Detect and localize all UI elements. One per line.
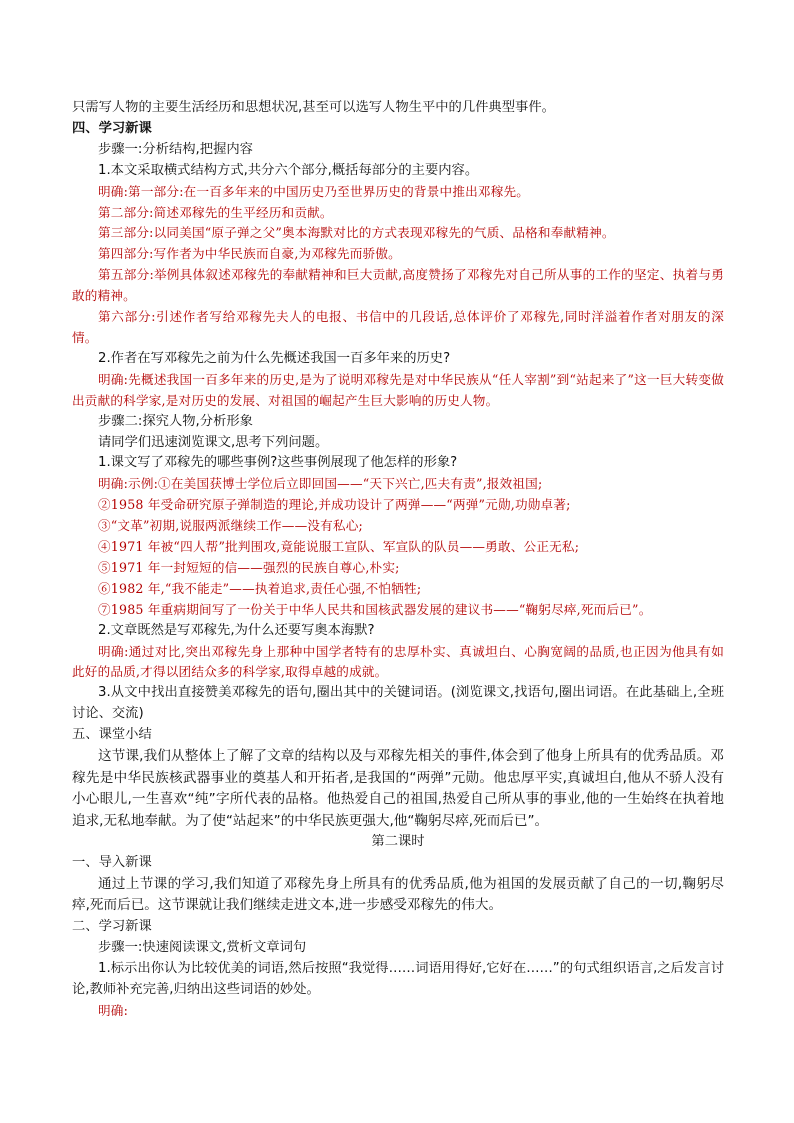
question: 1.本文采取横式结构方式,共分六个部分,概括每部分的主要内容。 <box>98 162 479 178</box>
question: 1.标示出你认为比较优美的词语,然后按照“我觉得……词语用得好,它好在……”的句式组织语言,之后发言讨论,教师补充完善,归纳出这些词语的妙处。 <box>72 960 724 997</box>
answer-line: 明确:先概述我国一百多年来的历史,是为了说明邓稼先是对中华民族从“任人宰割”到“站起来了”这一巨大转变做出贡献的科学家,是对历史的发展、对祖国的崛起产生巨大影响的历史人物。 <box>72 371 724 408</box>
answer-line: 第三部分:以同美国“原子弹之父”奥本海默对比的方式表现邓稼先的气质、品格和奉献精神。 <box>98 225 615 241</box>
section-heading: 一、导入新课 <box>72 855 152 870</box>
answer-line: ③“文革”初期,说服两派继续工作——没有私心; <box>98 518 364 534</box>
lesson-title: 第二课时 <box>371 834 425 850</box>
text-line: 请同学们迅速浏览课文,思考下列问题。 <box>98 434 329 450</box>
answer-line: ⑥1982 年,“我不能走”——执着追求,责任心强,不怕牺牲; <box>98 580 422 596</box>
step-heading: 步骤二:探究人物,分析形象 <box>98 413 253 429</box>
answer-line: 明确: <box>98 1002 129 1018</box>
summary-paragraph: 这节课,我们从整体上了解了文章的结构以及与邓稼先相关的事件,体会到了他身上所具有的优秀品质。邓稼先是中华民族核武器事业的奠基人和开拓者,是我国的“两弹”元勋。他忠厚平实,真诚坦白,他从不骄人没有小心眼儿,一生喜欢“纯”字所代表的品格。他热爱自己的祖国,热爱自己所从事的事业,他的一生始终在执着地追求,无私地奉献。为了使“站起来”的中华民族更强大,他“鞠躬尽瘁,死而后已”。 <box>72 748 724 829</box>
answer-line: 第四部分:写作者为中华民族而自豪,为邓稼先而骄傲。 <box>98 246 401 262</box>
document-page <box>72 98 724 1021</box>
answer-line: 第二部分:简述邓稼先的生平经历和贡献。 <box>98 204 333 220</box>
question: 2.作者在写邓稼先之前为什么先概述我国一百多年来的历史? <box>98 350 451 366</box>
answer-line: 明确:通过对比,突出邓稼先身上那种中国学者特有的忠厚朴实、真诚坦白、心胸宽阔的品质,也正因为他具有如此好的品质,才得以团结众多的科学家,取得卓越的成就。 <box>72 643 724 680</box>
answer-line: 明确:示例:①在美国获博士学位后立即回国——“天下兴亡,匹夫有责”,报效祖国; <box>98 476 543 492</box>
question: 3.从文中找出直接赞美邓稼先的语句,圈出其中的关键词语。(浏览课文,找语句,圈出词语。在此基础上,全班讨论、交流) <box>72 685 724 722</box>
question: 1.课文写了邓稼先的哪些事例?这些事例展现了他怎样的形象? <box>98 455 458 471</box>
answer-line: ②1958 年受命研究原子弹制造的理论,并成功设计了两弹——“两弹”元勋,功勋卓著; <box>98 497 571 513</box>
step-heading: 步骤一:分析结构,把握内容 <box>98 141 253 157</box>
step-heading: 步骤一:快速阅读课文,赏析文章词句 <box>98 939 307 955</box>
section-heading: 五、课堂小结 <box>72 727 152 743</box>
section-heading: 二、学习新课 <box>72 918 152 934</box>
answer-line: ⑦1985 年重病期间写了一份关于中华人民共和国核武器发展的建议书——“鞠躬尽瘁,死而后已”。 <box>98 601 652 617</box>
section-heading: 四、学习新课 <box>72 120 152 136</box>
question: 2.文章既然是写邓稼先,为什么还要写奥本海默? <box>98 622 375 638</box>
text-line: 只需写人物的主要生活经历和思想状况,甚至可以选写人物生平中的几件典型事件。 <box>72 100 555 115</box>
intro-paragraph: 通过上节课的学习,我们知道了邓稼先身上所具有的优秀品质,他为祖国的发展贡献了自己的一切,鞠躬尽瘁,死而后已。这节课就让我们继续走进文本,进一步感受邓稼先的伟大。 <box>72 875 724 914</box>
answer-line: ④1971 年被“四人帮”批判围攻,竟能说服工宣队、军宣队的队员——勇敢、公正无私; <box>98 539 580 555</box>
answer-line: 第五部分:举例具体叙述邓稼先的奉献精神和巨大贡献,高度赞扬了邓稼先对自己所从事的工作的坚定、执着与勇敢的精神。 <box>72 267 724 304</box>
answer-line: ⑤1971 年一封短短的信——强烈的民族自尊心,朴实; <box>98 559 400 575</box>
answer-line: 明确:第一部分:在一百多年来的中国历史乃至世界历史的背景中推出邓稼先。 <box>98 183 530 199</box>
answer-line: 第六部分:引述作者写给邓稼先夫人的电报、书信中的几段话,总体评价了邓稼先,同时洋溢着作者对朋友的深情。 <box>72 309 724 345</box>
